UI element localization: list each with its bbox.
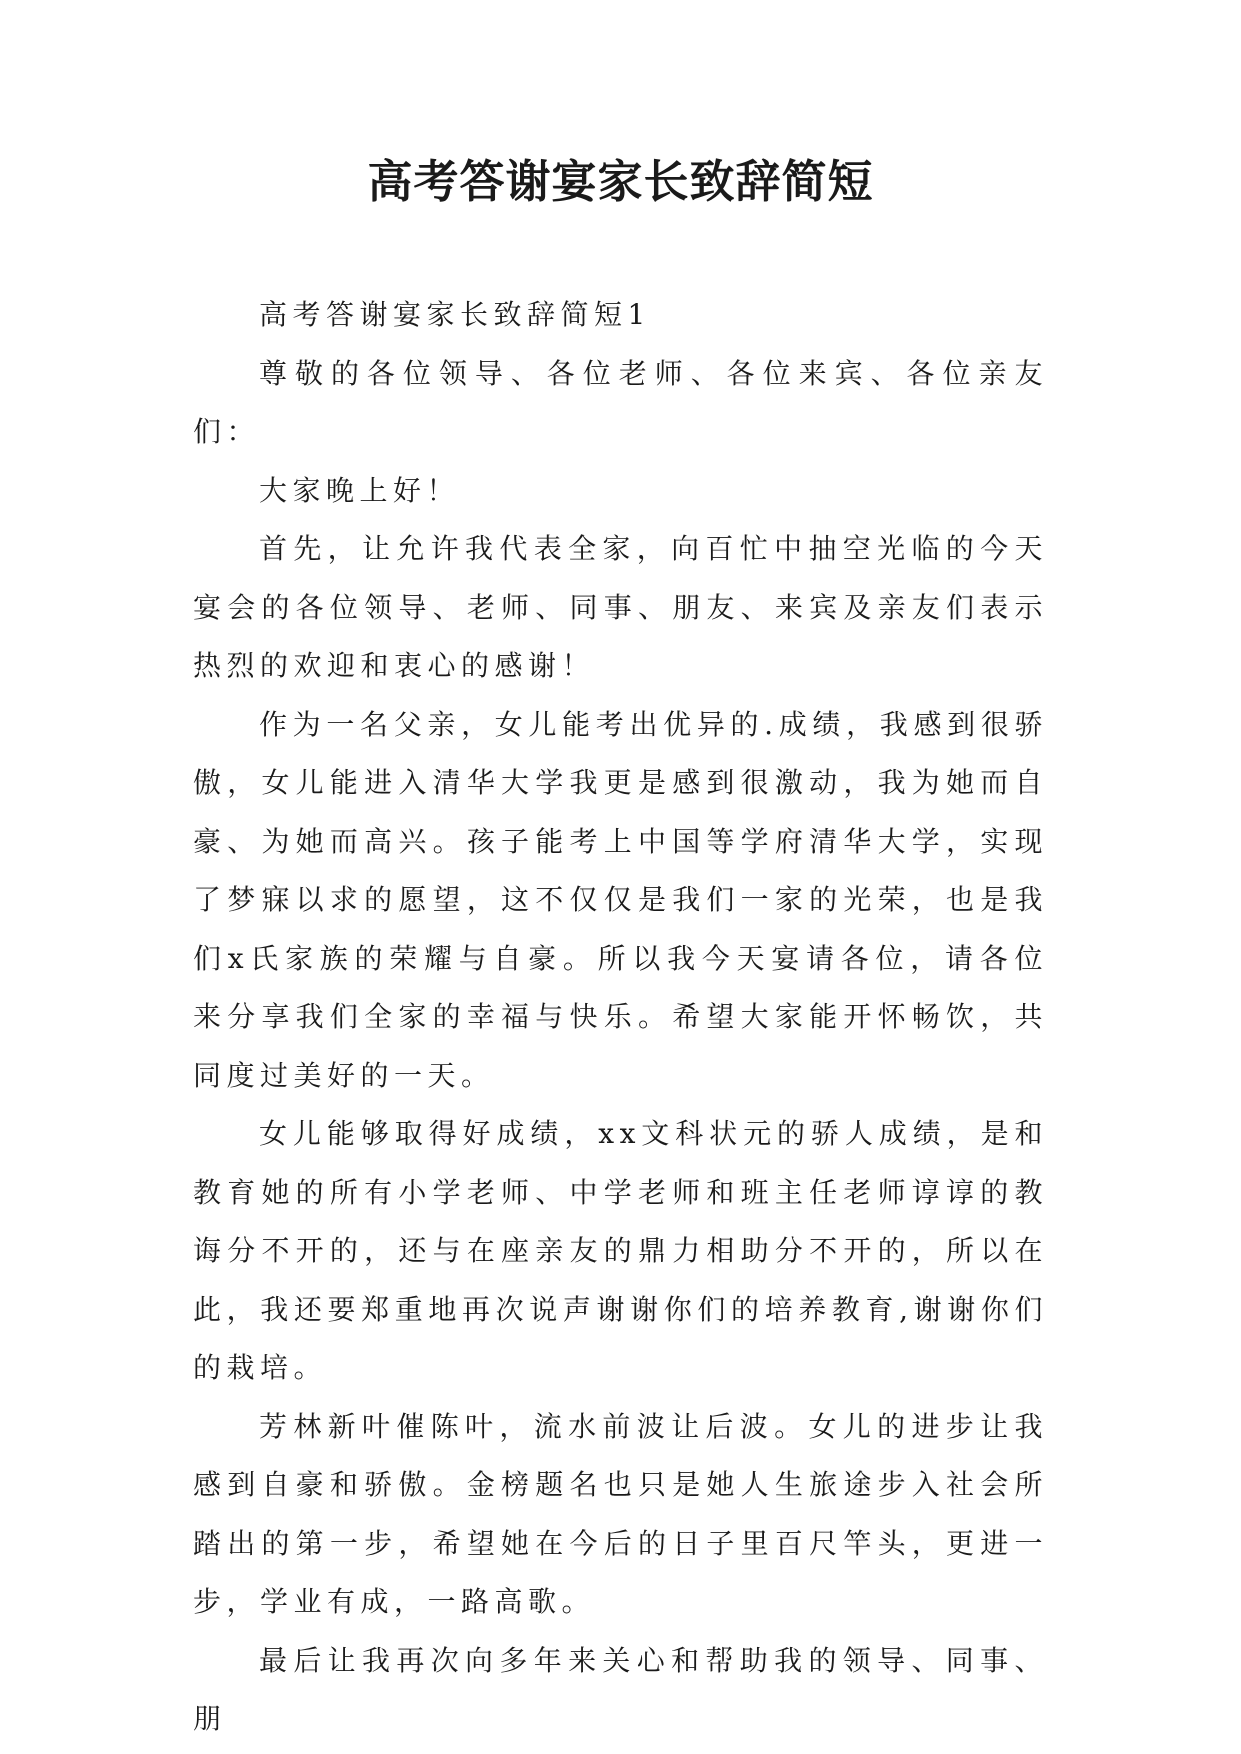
document-body: [193, 286, 1048, 1749]
paragraph-welcome: 首先，让允许我代表全家，向百忙中抽空光临的今天宴会的各位领导、老师、同事、朋友、来宾及亲友们表示热烈的欢迎和衷心的感谢！: [193, 532, 1048, 682]
paragraph-greeting: 大家晚上好！: [259, 473, 461, 507]
paragraph-thanks-teachers: 女儿能够取得好成绩，xx文科状元的骄人成绩，是和教育她的所有小学老师、中学老师和班主任老师谆谆的教诲分不开的，还与在座亲友的鼎力相助分不开的，所以在此，我还要郑重地再次说声谢谢你们的培养教育,谢谢你们的栽培。: [193, 1117, 1048, 1384]
paragraph-salutation: 尊敬的各位领导、各位老师、各位来宾、各位亲友们：: [193, 356, 1048, 448]
paragraph-pride: 作为一名父亲，女儿能考出优异的.成绩，我感到很骄傲，女儿能进入清华大学我更是感到很激动，我为她而自豪、为她而高兴。孩子能考上中国等学府清华大学，实现了梦寐以求的愿望，这不仅仅是我们一家的光荣，也是我们x氏家族的荣耀与自豪。所以我今天宴请各位，请各位来分享我们全家的幸福与快乐。希望大家能开怀畅饮，共同度过美好的一天。: [193, 707, 1048, 1092]
paragraph-future-wishes: 芳林新叶催陈叶，流水前波让后波。女儿的进步让我感到自豪和骄傲。金榜题名也只是她人生旅途步入社会所踏出的第一步，希望她在今后的日子里百尺竿头，更进一步，学业有成，一路高歌。: [193, 1409, 1048, 1618]
paragraph-subtitle: 高考答谢宴家长致辞简短1: [259, 298, 651, 331]
document-title: 高考答谢宴家长致辞简短: [367, 155, 874, 208]
paragraph-closing: 最后让我再次向多年来关心和帮助我的领导、同事、朋: [193, 1643, 1048, 1735]
